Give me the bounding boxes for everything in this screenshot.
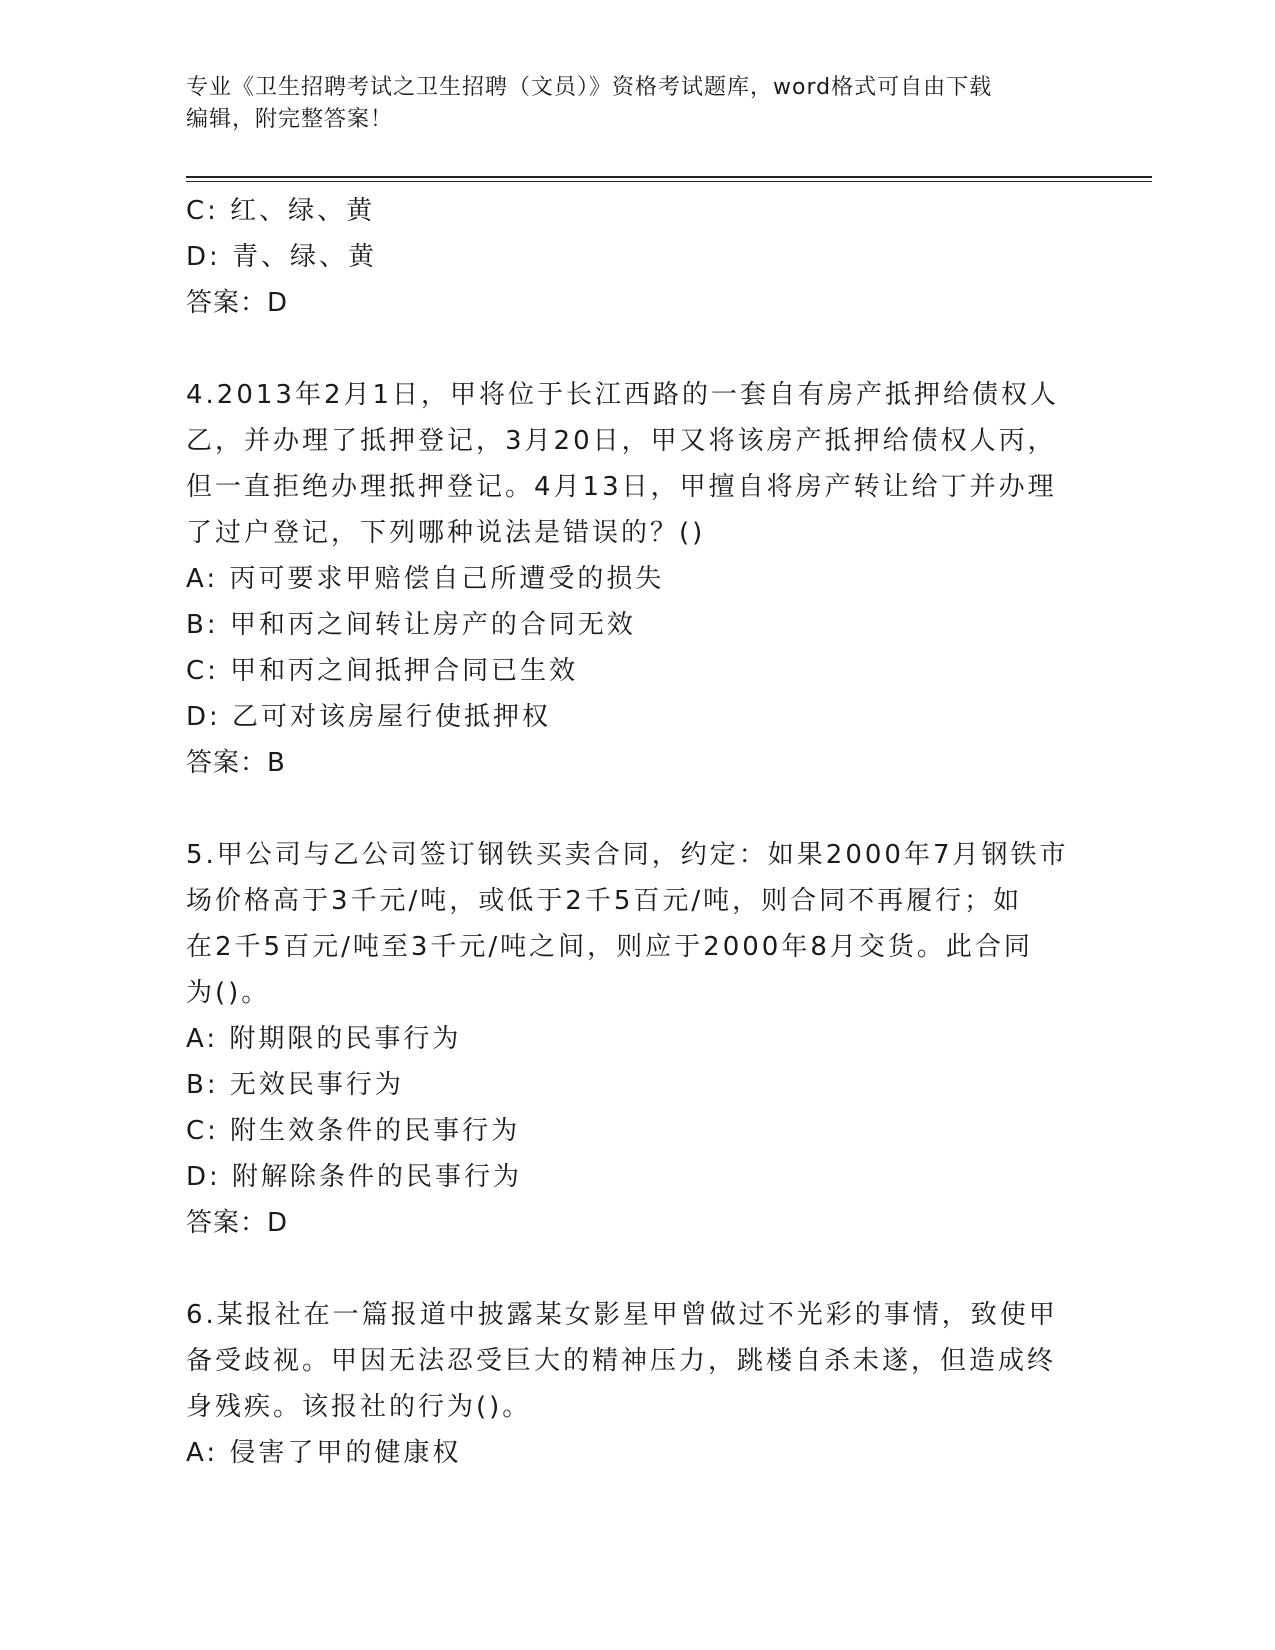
- answer-label: 答案：B: [186, 748, 286, 778]
- question-stem-line: 但一直拒绝办理抵押登记。4月13日，甲擅自将房产转让给丁并办理: [186, 472, 1057, 502]
- question-stem-line: 6.某报社在一篇报道中披露某女影星甲曾做过不光彩的事情，致使甲: [186, 1300, 1058, 1330]
- question-stem-line: 为()。: [186, 978, 271, 1008]
- question-3: [186, 188, 1086, 326]
- question-stem-line: 5.甲公司与乙公司签订钢铁买卖合同，约定：如果2000年7月钢铁市: [186, 840, 1069, 870]
- spacer: [186, 326, 1086, 372]
- question-stem-line: 场价格高于3千元/吨，或低于2千5百元/吨，则合同不再履行；如: [186, 886, 1023, 916]
- option-c: C: 红、绿、黄: [186, 196, 376, 226]
- option-a: A: 丙可要求甲赔偿自己所遭受的损失: [186, 564, 665, 594]
- question-stem-line: 乙，并办理了抵押登记，3月20日，甲又将该房产抵押给债权人丙，: [186, 426, 1057, 456]
- option-d: D: 青、绿、黄: [186, 242, 378, 272]
- option-a: A: 侵害了甲的健康权: [186, 1438, 462, 1468]
- option-c: C: 附生效条件的民事行为: [186, 1116, 521, 1146]
- option-a: A: 附期限的民事行为: [186, 1024, 462, 1054]
- question-6: [186, 1292, 1086, 1476]
- spacer: [186, 786, 1086, 832]
- question-stem-line: 了过户登记，下列哪种说法是错误的？(): [186, 518, 706, 548]
- answer-label: 答案：D: [186, 288, 289, 318]
- document-header: [186, 72, 1066, 136]
- spacer: [186, 1246, 1086, 1292]
- option-d: D: 附解除条件的民事行为: [186, 1162, 523, 1192]
- header-divider-thick: [186, 176, 1152, 178]
- option-b: B: 无效民事行为: [186, 1070, 404, 1100]
- header-line-2: 编辑，附完整答案！: [186, 107, 394, 132]
- question-stem-line: 4.2013年2月1日，甲将位于长江西路的一套自有房产抵押给债权人: [186, 380, 1060, 410]
- answer-label: 答案：D: [186, 1208, 289, 1238]
- header-line-1: 专业《卫生招聘考试之卫生招聘（文员）》资格考试题库，word格式可自由下载: [186, 75, 993, 100]
- question-5: [186, 832, 1086, 1246]
- question-stem-line: 身残疾。该报社的行为()。: [186, 1392, 532, 1422]
- question-4: [186, 372, 1086, 786]
- question-list: [186, 188, 1086, 1476]
- option-d: D: 乙可对该房屋行使抵押权: [186, 702, 552, 732]
- question-stem-line: 备受歧视。甲因无法忍受巨大的精神压力，跳楼自杀未遂，但造成终: [186, 1346, 1057, 1376]
- option-b: B: 甲和丙之间转让房产的合同无效: [186, 610, 636, 640]
- option-c: C: 甲和丙之间抵押合同已生效: [186, 656, 579, 686]
- question-stem-line: 在2千5百元/吨至3千元/吨之间，则应于2000年8月交货。此合同: [186, 932, 1033, 962]
- header-divider-thin: [186, 181, 1152, 182]
